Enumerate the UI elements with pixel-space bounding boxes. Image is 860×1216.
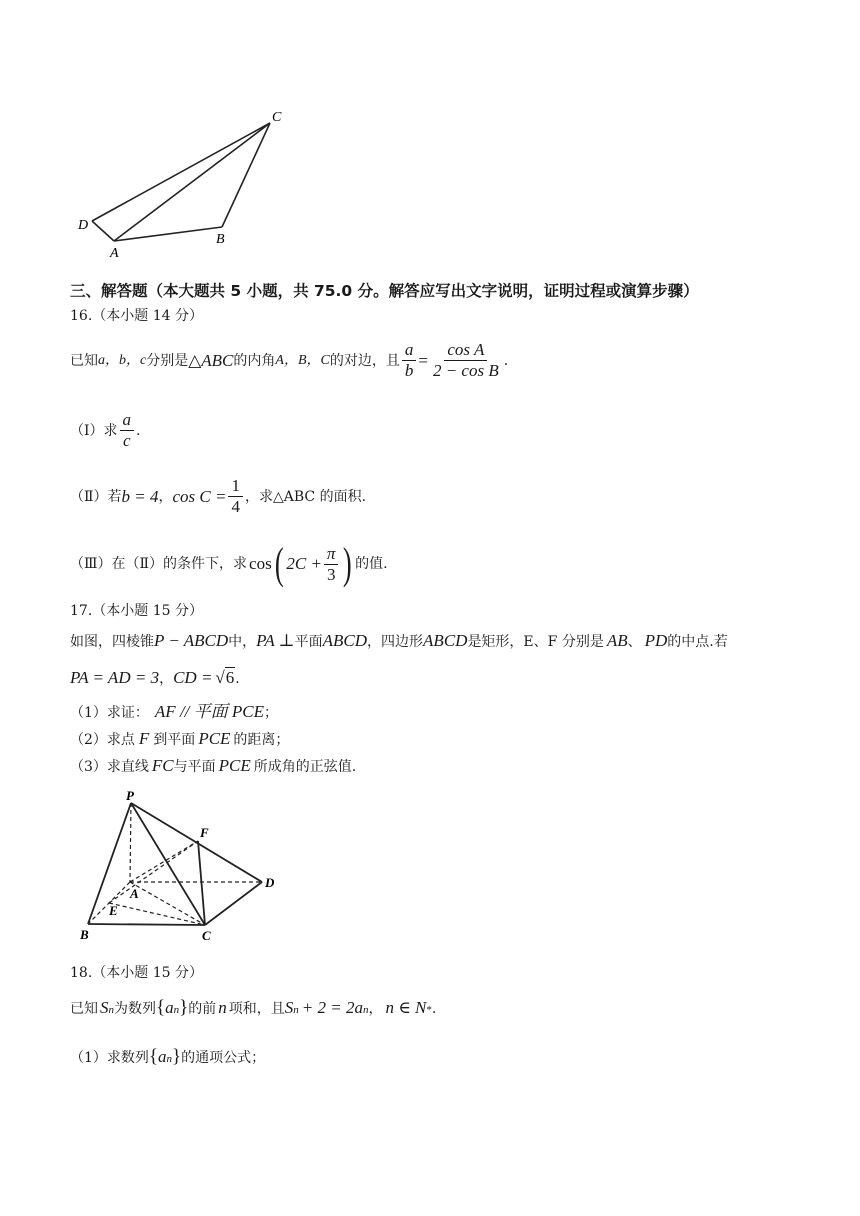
label-c: C — [272, 110, 282, 125]
q17-part3: （3）求直线 FC 与平面 PCE 所成角的正弦值. — [70, 756, 357, 775]
q16-part2-b: b = 4 — [121, 486, 159, 506]
label-d: D — [78, 218, 89, 233]
segment-bc — [222, 123, 270, 227]
q16-part2: （Ⅱ）若 b = 4 ， cos C = $\frac{1}{4}$ ，求△ABC 的面积. — [70, 476, 367, 516]
q16-part2-fraction: $\frac{1}{4}$ — [228, 476, 243, 517]
segment-da — [92, 221, 114, 241]
q16-part3: （Ⅲ）在（Ⅱ）的条件下，求 cos ( 2C + $\frac{\pi}{3}$ ) 的值. — [70, 539, 388, 588]
q16-part1: （Ⅰ）求 $\frac{a}{c}$ . — [70, 410, 141, 450]
section-heading: 三、解答题（本大题共 5 小题，共 75.0 分。解答应写出文字说明，证明过程或演算步骤） — [70, 282, 699, 300]
q16-part2-tail: ，求△ABC 的面积. — [244, 488, 367, 505]
q16-part3-cos: cos — [249, 554, 272, 573]
q16-triangle: △ABC — [188, 350, 234, 370]
q18-header: 18.（本小题 15 分） — [70, 965, 203, 981]
q16-stem-mid3: 的对边，且 — [329, 352, 400, 369]
label-f: F — [200, 825, 209, 840]
q17-part1: （1）求证： AF // 平面 PCE ； — [70, 702, 278, 721]
figure-triangle-dabc — [70, 105, 300, 265]
q16-fraction-a-over-b: $\frac{a}{b}$ — [402, 340, 417, 381]
q16-part3-expr: 2C + — [286, 554, 322, 573]
label-b: B — [80, 927, 89, 942]
q16-part3-label: （Ⅲ）在（Ⅱ）的条件下，求 — [70, 556, 248, 572]
q18-part1: （1）求数列 { a n } 的通项公式； — [70, 1046, 266, 1067]
label-a: A — [110, 246, 119, 261]
q16-angles: A，B，C — [275, 352, 330, 368]
segment-ac — [114, 123, 270, 241]
q16-part2-label: （Ⅱ）若 — [70, 488, 122, 505]
q17-part2: （2）求点 F 到平面 PCE 的距离； — [70, 729, 290, 748]
figure-pyramid-pabcd — [70, 785, 290, 945]
segment-dc — [92, 123, 270, 221]
q16-header: 16.（本小题 14 分） — [70, 308, 203, 324]
q16-stem-prefix: 已知 — [70, 352, 98, 369]
q16-abc-vars: a，b，c — [98, 352, 147, 368]
q16-stem-mid2: 的内角 — [233, 352, 276, 369]
q16-part2-cos: cos C = — [172, 486, 227, 506]
q18-line1: 已知 S n 为数列 { a n } 的前 n 项和，且 S n + 2 = 2a n ， n ∈ N * . — [70, 997, 437, 1018]
label-b: B — [216, 232, 225, 247]
q16-fraction-cos: $\frac{\text{cos A}}{\text{2 − cos B}}$ — [432, 340, 499, 380]
label-p: P — [126, 788, 134, 803]
label-a: A — [130, 886, 139, 901]
q16-part3-tail: 的值. — [355, 556, 388, 572]
q16-stem-mid1: 分别是 — [146, 352, 189, 369]
label-c: C — [202, 928, 211, 943]
q17-line2: PA = AD = 3 ， CD = √ 6 . — [70, 668, 240, 687]
q16-part3-fraction: $\frac{\pi}{3}$ — [324, 544, 339, 585]
q17-line1: 如图，四棱锥 P − ABCD 中， PA ⊥ 平面 ABCD ，四边形 ABCD 是矩形，E、F 分别是 AB 、 PD 的中点.若 — [70, 631, 728, 650]
q16-stem: 已知 a，b，c 分别是 △ABC 的内角 A，B，C 的对边，且 $\frac{a}{b}$ = $\frac{\text{cos A}}{\text{2 − cos B}}$ . — [70, 340, 509, 380]
q16-part1-label: （Ⅰ）求 — [70, 422, 118, 439]
q16-part1-fraction: $\frac{a}{c}$ — [120, 410, 135, 451]
q17-header: 17.（本小题 15 分） — [70, 603, 203, 619]
label-d: D — [265, 875, 275, 890]
label-e: E — [109, 903, 118, 918]
